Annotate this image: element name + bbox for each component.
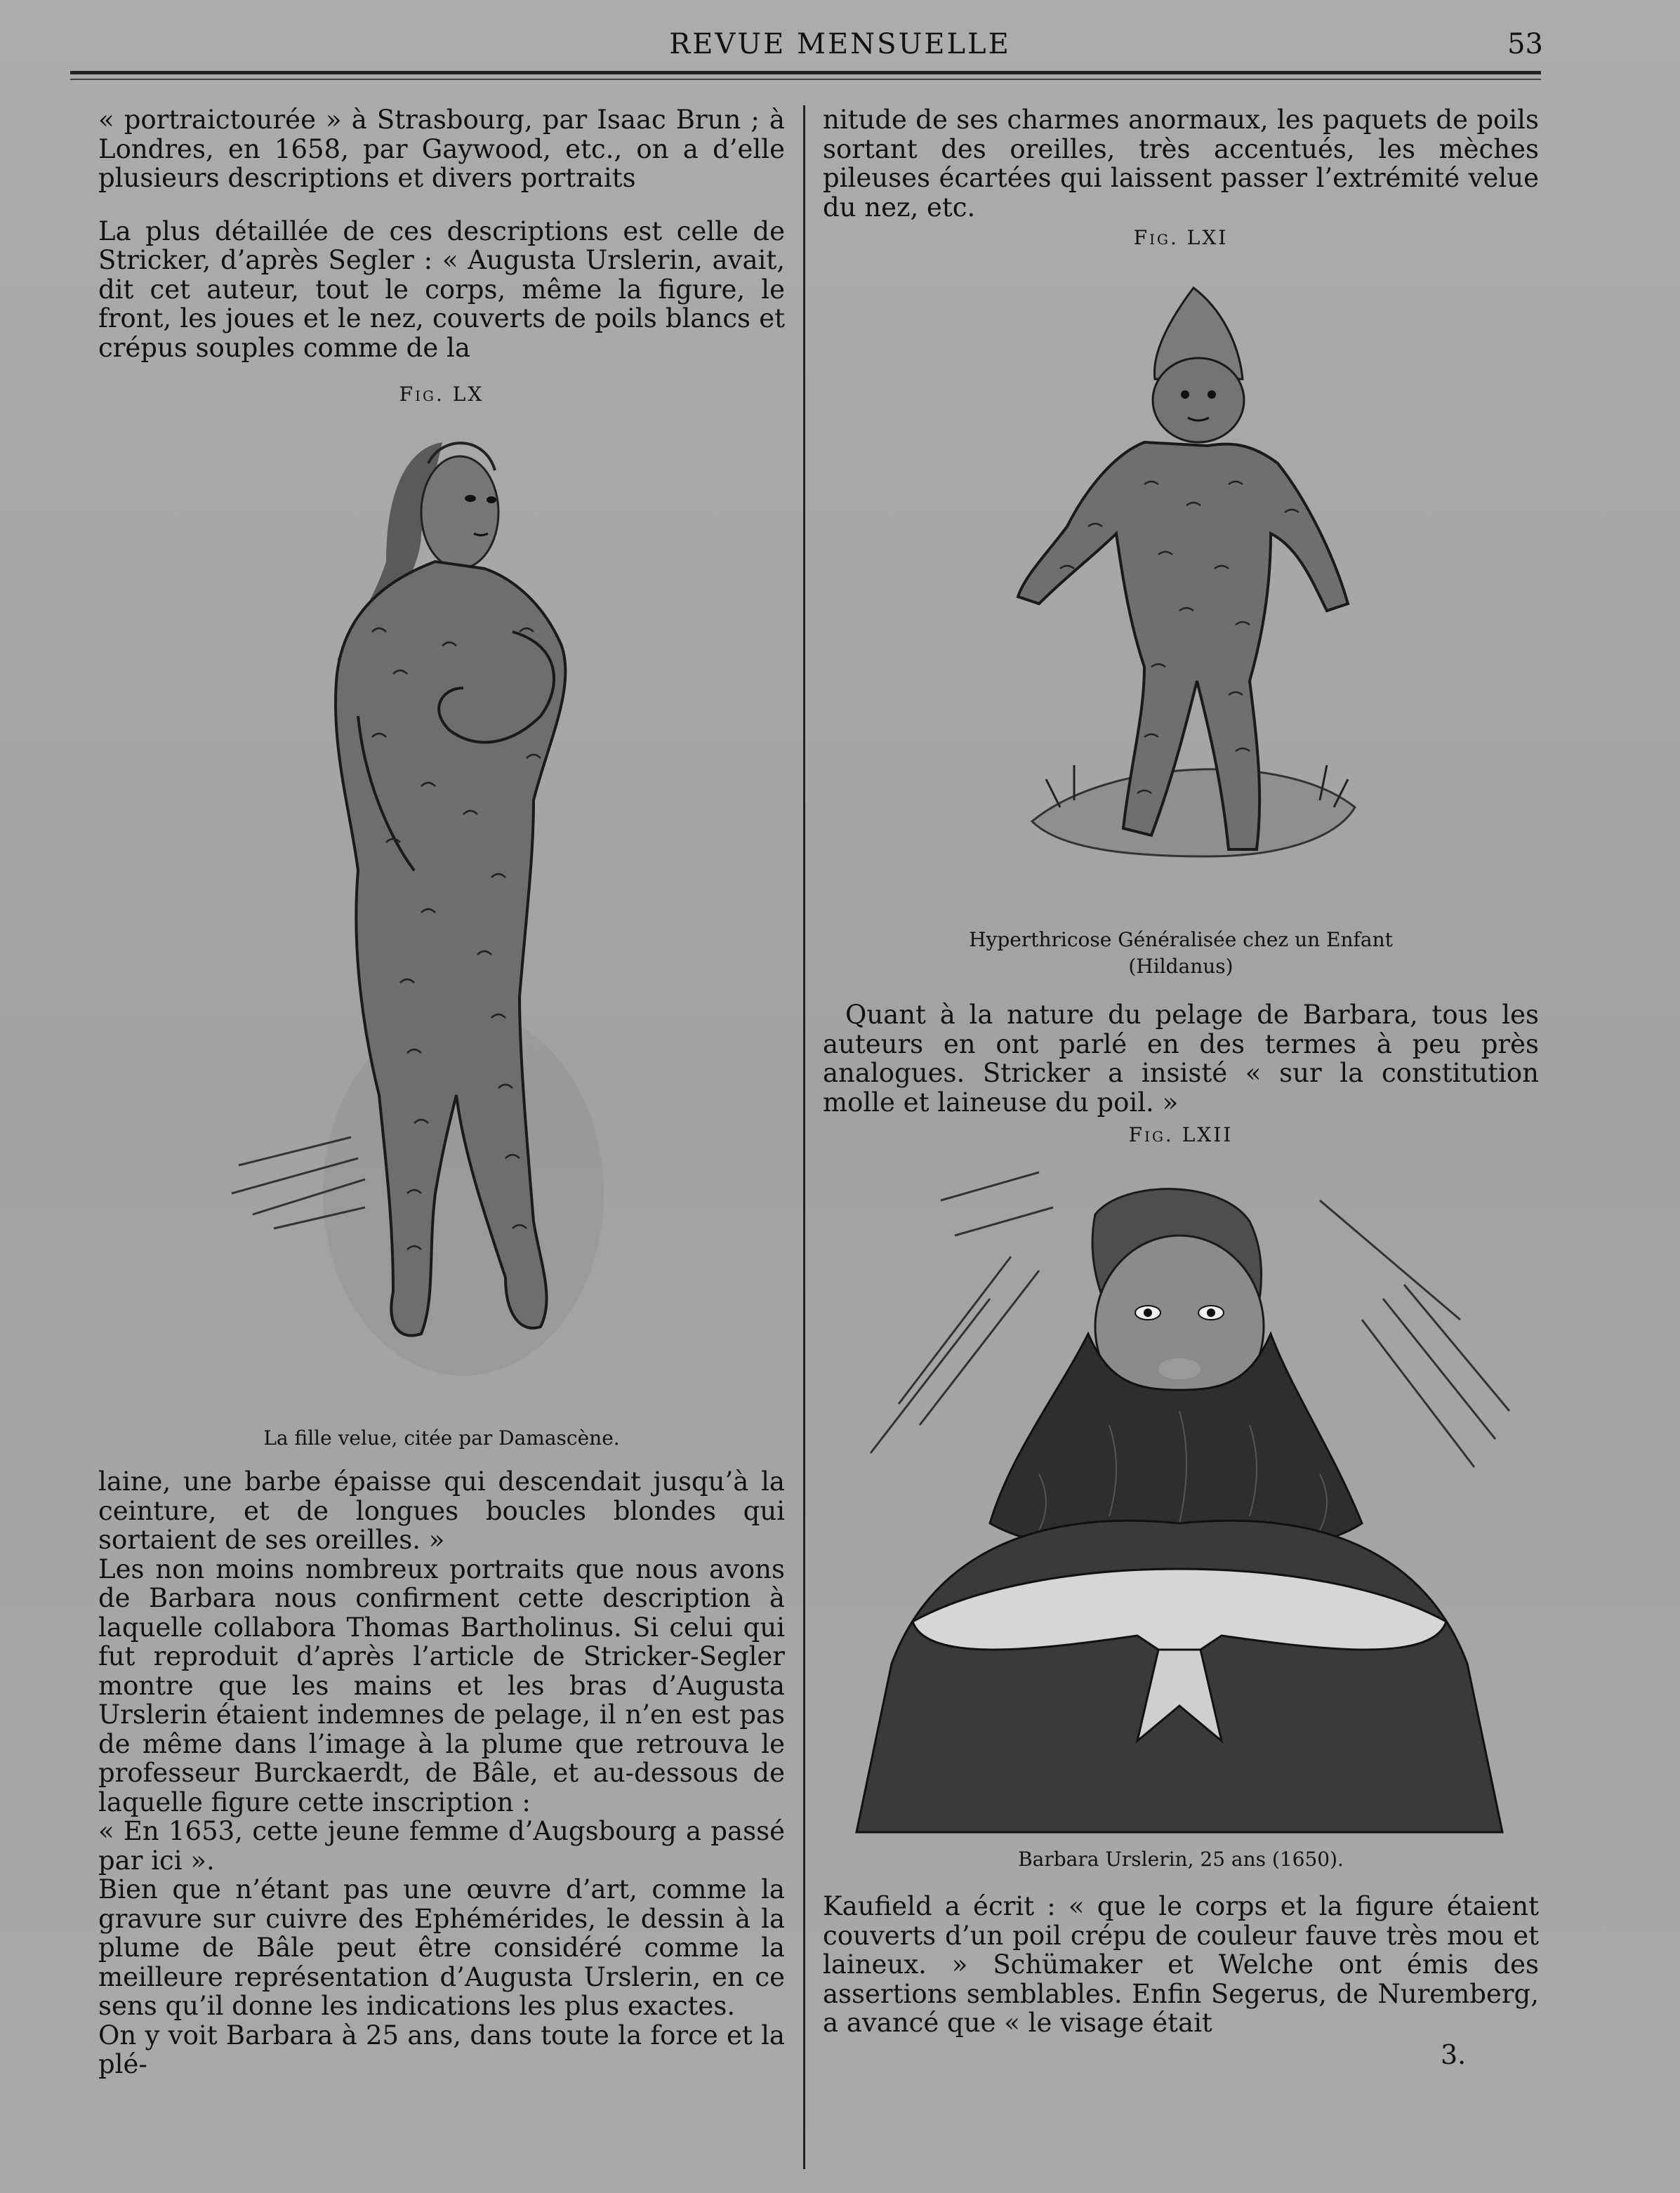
signature-number: 3. [1441, 2039, 1467, 2070]
page-number: 53 [1507, 28, 1543, 60]
right-column-top [823, 105, 1539, 222]
column-divider [803, 105, 805, 2169]
left-paragraph-1: « portraictourée » à Strasbourg, par Isaac Brun ; à Londres, en 1658, par Gaywood, etc., on a d’elle plusieurs descriptions et divers portraits [98, 105, 785, 193]
left-paragraph-4: Les non moins nombreux portraits que nous avons de Barbara nous confirment cette description à laquelle collabora Thomas Bartholinus. Si celui qui fut reproduit d’après l’article de Stricker-Segler montre que les mains et les bras d’Augusta Urslerin étaient indemnes de pelage, il n’en est pas de même dans l’image à la plume que retrouva le professeur Burckaerdt, de Bâle, et au-dessous de laquelle figure cette inscription : [98, 1553, 785, 1817]
fig-lxii-label: Fig. LXII [1128, 1123, 1233, 1146]
fig-lxi-label: Fig. LXI [1133, 226, 1229, 249]
left-paragraph-2: La plus détaillée de ces descriptions est celle de Stricker, d’après Segler : « Augusta Urslerin, avait, dit cet auteur, tout le corps, même la figure, le front, les joues et le nez, couverts de poils blancs et crépus souples comme de la [98, 216, 785, 363]
left-paragraph-5: « En 1653, cette jeune femme d’Augsbourg a passé par ici ». [98, 1816, 785, 1876]
right-column-bottom [823, 1892, 1539, 2038]
left-paragraph-6: Bien que n’étant pas une œuvre d’art, comme la gravure sur cuivre des Ephémérides, le dessin à la plume de Bâle peut être considéré comme la meilleure représentation d’Augusta Urslerin, en ce sens qu’il donne les indications les plus exactes. [98, 1874, 785, 2021]
fig-lxi-caption-line-2: (Hildanus) [1128, 955, 1233, 978]
fig-lxii-illustration [828, 1158, 1530, 1839]
right-column-middle [823, 1000, 1539, 1117]
right-paragraph-3: Kaufield a écrit : « que le corps et la figure étaient couverts d’un poil crépu de couleur fauve très mou et laineux. » Schümaker et Welche ont émis des assertions semblables. Enfin Segerus, de Nuremberg, a avancé que « le visage était [823, 1891, 1539, 2038]
header-rule [70, 71, 1541, 74]
left-paragraph-3: laine, une barbe épaisse qui descendait jusqu’à la ceinture, et de longues boucles blondes qui sortaient de ses oreilles. » [98, 1466, 785, 1555]
right-paragraph-1: nitude de ses charmes anormaux, les paquets de poils sortant des oreilles, très accentués, les mèches pileuses écartées qui laissent passer l’extrémité velue du nez, etc. [823, 105, 1539, 223]
fig-lx-illustration [211, 421, 702, 1418]
header-rule-thin [70, 79, 1541, 80]
fig-lxii-caption: Barbara Urslerin, 25 ans (1650). [1018, 1848, 1344, 1871]
fig-lxi-caption [823, 927, 1539, 980]
fig-lx-label: Fig. LX [399, 383, 484, 406]
fig-lx-caption: La fille velue, citée par Damascène. [263, 1426, 620, 1450]
left-column-top [98, 105, 785, 362]
left-column-bottom [98, 1467, 785, 2079]
right-paragraph-2: Quant à la nature du pelage de Barbara, tous les auteurs en ont parlé en des termes à peu près analogues. Stricker a insisté « sur la constitution molle et laineuse du poil. » [823, 1000, 1539, 1118]
running-header: REVUE MENSUELLE [669, 28, 1011, 60]
fig-lxi-caption-line-1: Hyperthricose Généralisée chez un Enfant [969, 928, 1393, 951]
left-paragraph-7: On y voit Barbara à 25 ans, dans toute la force et la plé- [98, 2020, 785, 2079]
fig-lxi-illustration [1004, 274, 1397, 899]
